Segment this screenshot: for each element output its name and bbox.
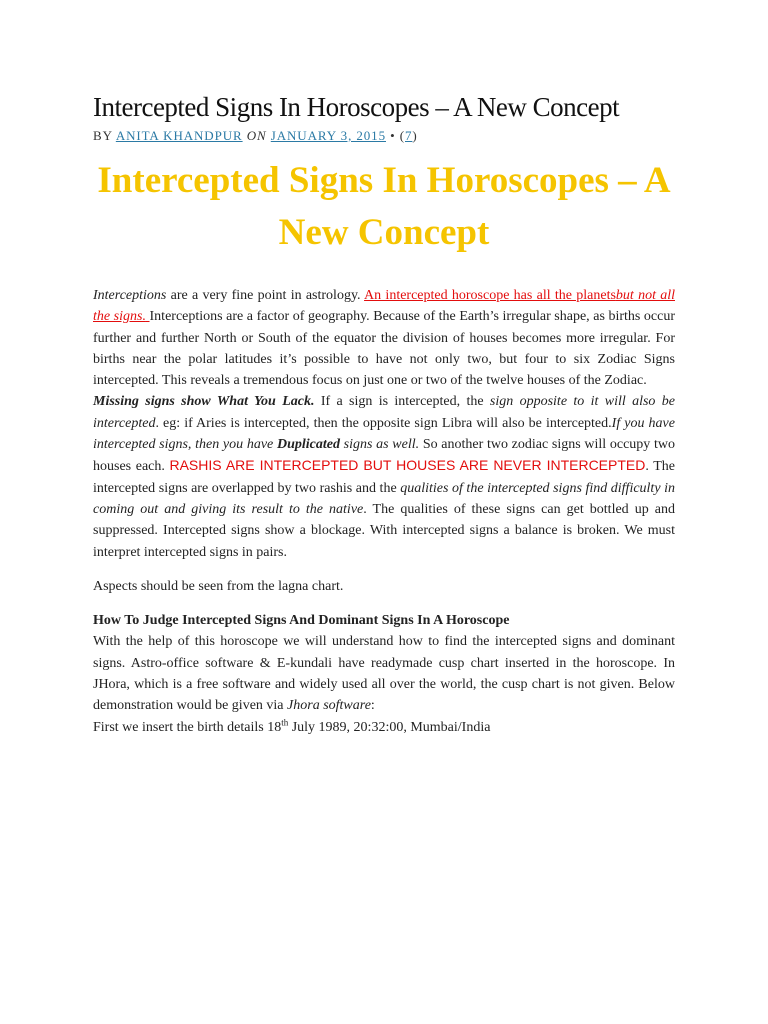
text-span: With the help of this horoscope we will understand how to find the intercepted signs and dominant signs. Astro-office software & E-kundali have readymade cusp chart inserted in the horoscope. In JHora, which is a free software and widely used all over the world, the cusp chart is not given. Below demonstration would be given via <box>93 634 675 714</box>
text-span: Jhora software <box>287 698 371 714</box>
author-link[interactable]: ANITA KHANDPUR <box>115 128 243 143</box>
text-span: Interceptions are a factor of geography. Because of the Earth’s irregular shape, as births occur further and further North or South of the equator the division of houses becomes more irregular. For births near the polar latitudes it’s possible to have not only two, but four to six Zodiac Signs intercepted. This reveals a tremendous focus on just one or two of the twelve houses of the Zodiac. <box>93 309 675 389</box>
text-span: . The intercepted signs are overlapped by two rashis and the <box>93 459 675 496</box>
section-heading: How To Judge Intercepted Signs And Dominant Signs In A Horoscope <box>93 613 510 629</box>
byline-on: ON <box>246 128 267 143</box>
text-span: If a sign is intercepted, the <box>314 394 490 410</box>
text-span: So another two zodiac signs will occupy two houses each. <box>93 437 675 475</box>
post-title: Intercepted Signs In Horoscopes – A New Concept <box>93 92 620 122</box>
paragraph-birth-details <box>93 717 675 738</box>
paragraph-missing-signs <box>93 391 675 562</box>
big-title: Intercepted Signs In Horoscopes – A New Concept <box>97 160 671 253</box>
text-rashis-warning: RASHIS ARE INTERCEPTED BUT HOUSES ARE NEVER INTERCEPTED <box>169 457 646 474</box>
article-body <box>93 285 675 738</box>
paragraph-interceptions <box>93 285 675 391</box>
text-span: : <box>370 698 375 714</box>
byline <box>93 127 675 145</box>
paragraph-gap <box>93 597 675 610</box>
text-span: qualities of the intercepted signs find difficulty in coming out and giving its result to the native <box>93 480 675 517</box>
text-interceptions: Interceptions <box>93 288 167 303</box>
text-missing-signs: Missing signs show What You Lack. <box>93 394 315 410</box>
paragraph-jhora <box>93 631 675 716</box>
text-span: are a very fine point in astrology. <box>166 288 365 303</box>
byline-separator: • <box>390 128 396 143</box>
text-span: . The qualities of these signs can get bottled up and suppressed. Intercepted signs show a blockage. With intercepted signs a balance is broken. We must interpret intercepted signs in pairs. <box>93 501 675 560</box>
article <box>93 88 675 738</box>
byline-by: BY <box>93 128 113 143</box>
text-span: . eg: if Aries is intercepted, then the opposite sign Libra will also be intercepted. <box>155 415 612 431</box>
text-span: First we insert the birth details 18 <box>93 719 282 735</box>
text-duplicated: Duplicated <box>276 437 340 453</box>
text-span: If you have intercepted signs, then you have <box>93 415 675 453</box>
text-span: July 1989, 20:32:00, Mumbai/India <box>288 719 491 735</box>
paragraph-gap <box>93 563 675 576</box>
comments-count-link[interactable]: 7 <box>405 128 413 143</box>
text-superscript: th <box>281 716 289 727</box>
text-span: An intercepted horoscope has all the planets <box>364 288 616 303</box>
comments-close-paren: ) <box>412 128 418 143</box>
date-link[interactable]: JANUARY 3, 2015 <box>270 128 386 143</box>
text-span: sign opposite to it will also be intercepted <box>93 394 675 431</box>
paragraph-aspects: Aspects should be seen from the lagna chart. <box>93 578 344 594</box>
text-span: but not all the signs. <box>93 288 675 325</box>
text-span: signs as well. <box>339 437 420 453</box>
comments-open-paren: ( <box>399 128 405 143</box>
